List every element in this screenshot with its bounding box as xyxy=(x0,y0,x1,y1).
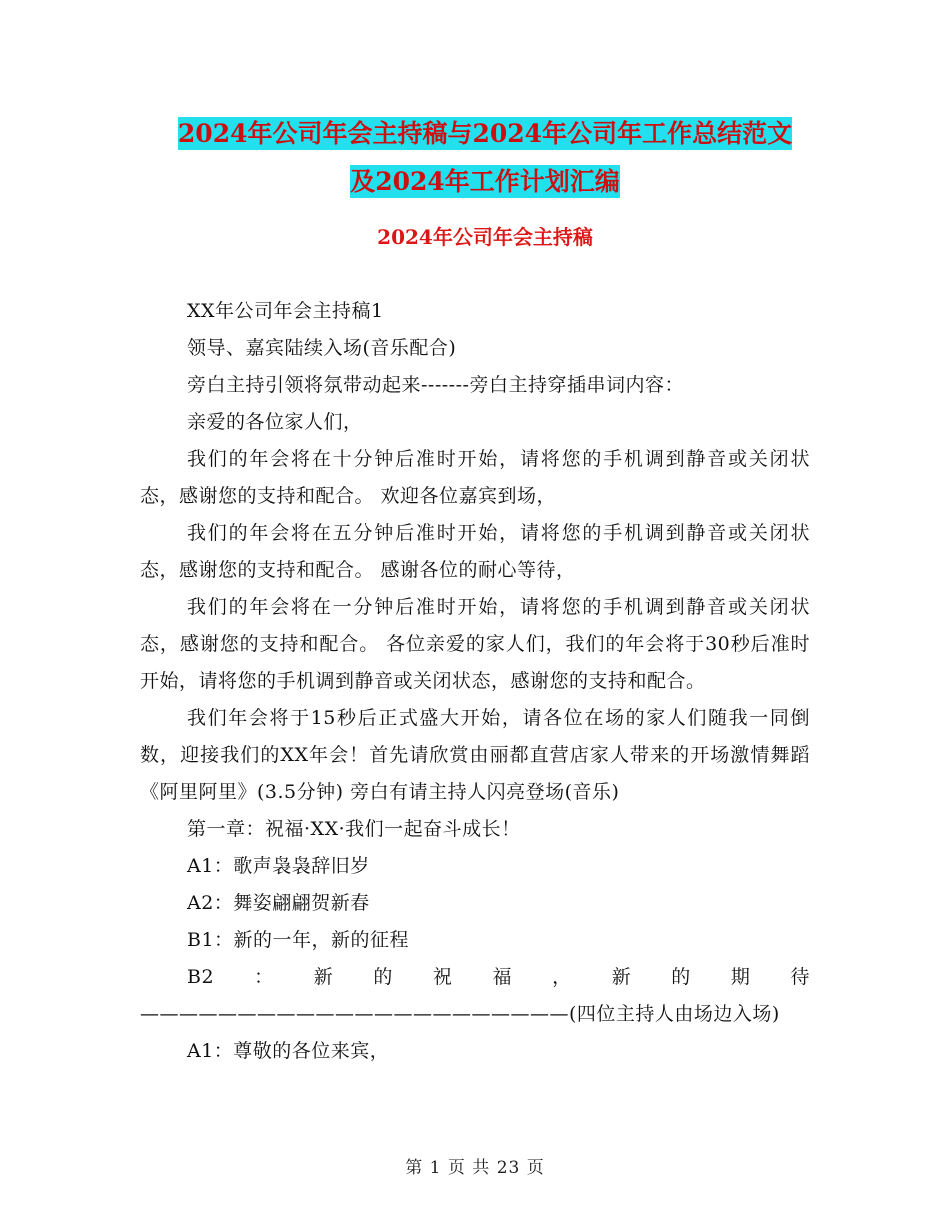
document-title xyxy=(140,110,830,206)
paragraph: 第一章：祝福·XX·我们一起奋斗成长！ xyxy=(187,818,521,840)
paragraph: A1：歌声袅袅辞旧岁 xyxy=(187,855,370,877)
document-title-line2: 及2024年工作计划汇编 xyxy=(350,167,620,196)
paragraph: 我们的年会将在五分钟后准时开始，请将您的手机调到静音或关闭状态，感谢您的支持和配合。 感谢各位的耐心等待， xyxy=(140,522,810,581)
section-title: 2024年公司年会主持稿 xyxy=(377,225,593,249)
paragraph: 我们年会将于15秒后正式盛大开始，请各位在场的家人们随我一同倒数，迎接我们的XX年会！首先请欣赏由丽都直营店家人带来的开场激情舞蹈《阿里阿里》(3.5分钟) 旁白有请主持人闪亮登场(音乐) xyxy=(140,707,810,803)
document-body xyxy=(140,293,810,1070)
paragraph: B1：新的一年，新的征程 xyxy=(187,929,410,951)
paragraph: 亲爱的各位家人们， xyxy=(187,411,363,433)
paragraph: 领导、嘉宾陆续入场(音乐配合) xyxy=(187,337,457,359)
paragraph: A2：舞姿翩翩贺新春 xyxy=(187,892,370,914)
paragraph: XX年公司年会主持稿1 xyxy=(187,300,384,322)
paragraph: A1：尊敬的各位来宾， xyxy=(187,1040,390,1062)
document-title-line1: 2024年公司年会主持稿与2024年公司年工作总结范文 xyxy=(177,119,793,148)
paragraph: 我们的年会将在一分钟后准时开始，请将您的手机调到静音或关闭状态，感谢您的支持和配合。 各位亲爱的家人们，我们的年会将于30秒后准时开始，请将您的手机调到静音或关闭状态，感谢您的支持和配合。 xyxy=(140,596,810,692)
paragraph: 旁白主持引领将氛带动起来-------旁白主持穿插串词内容： xyxy=(187,374,684,396)
paragraph: 我们的年会将在十分钟后准时开始，请将您的手机调到静音或关闭状态，感谢您的支持和配合。 欢迎各位嘉宾到场， xyxy=(140,448,810,507)
paragraph: B2：新的祝福，新的期待——————————————————————(四位主持人由场边入场) xyxy=(140,966,810,1025)
page-footer: 第 1 页 共 23 页 xyxy=(405,1158,545,1178)
